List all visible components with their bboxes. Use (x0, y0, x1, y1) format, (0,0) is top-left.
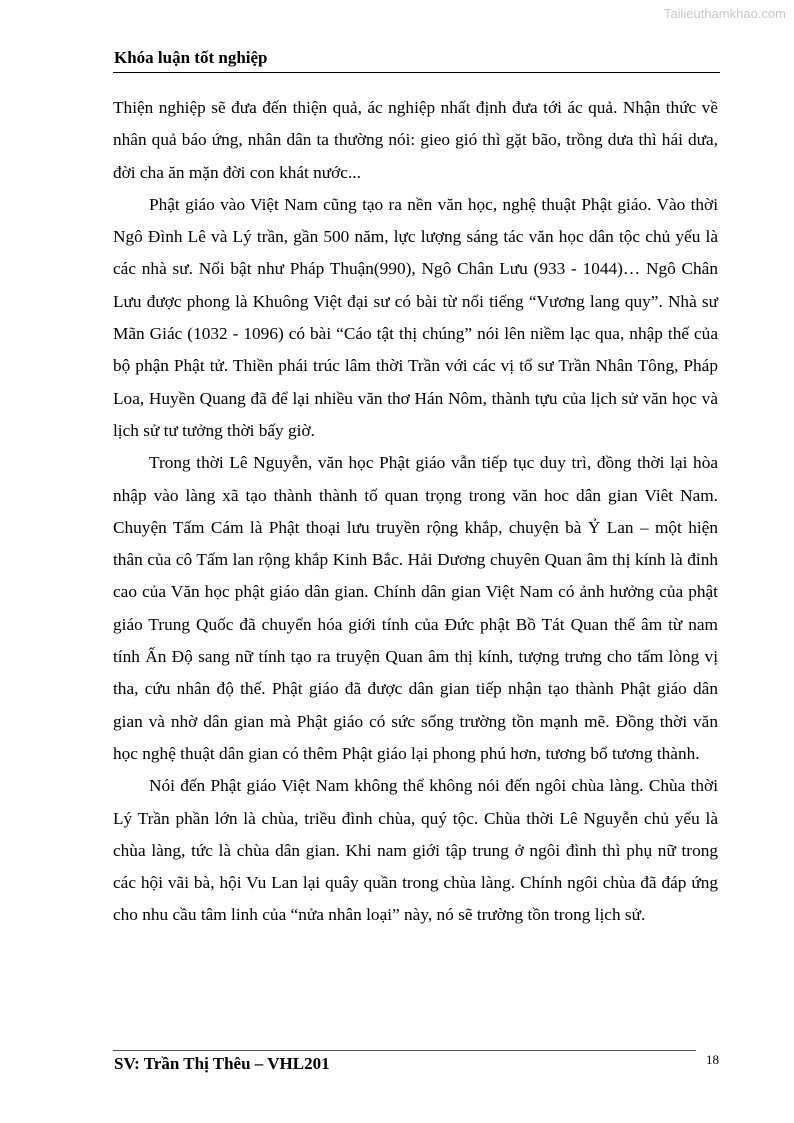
footer-divider (113, 1050, 696, 1051)
paragraph-4: Nói đến Phật giáo Việt Nam không thể không nói đến ngôi chùa làng. Chùa thời Lý Trần phần lớn là chùa, triều đình chùa, quý tộc. Chùa thời Lê Nguyễn chủ yếu là chùa làng, tức là chùa dân gian. Khi nam giới tập trung ở ngôi đình thì phụ nữ trong các hội vãi bà, hội Vu Lan lại quây quần trong chùa làng. Chính ngôi chùa đã đáp ứng cho nhu cầu tâm linh của “nửa nhân loại” này, nó sẽ trường tồn trong lịch sử. (113, 776, 718, 925)
header-divider (113, 72, 720, 73)
paragraph-1: Thiện nghiệp sẽ đưa đến thiện quả, ác nghiệp nhất định đưa tới ác quả. Nhận thức về nhân quả báo ứng, nhân dân ta thường nói: gieo gió thì gặt bão, trồng dưa thì hái dưa, đời cha ăn mặn đời con khát nước... (113, 98, 718, 182)
page-header-title: Khóa luận tốt nghiệp (114, 48, 268, 67)
paragraph-3: Trong thời Lê Nguyễn, văn học Phật giáo vẫn tiếp tục duy trì, đồng thời lại hòa nhập vào làng xã tạo thành thành tố quan trọng trong văn hoc dân gian Viêt Nam. Chuyện Tấm Cám là Phật thoại lưu truyền rộng khắp, chuyện bà Ỷ Lan – một hiện thân của cô Tấm lan rộng khắp Kinh Bắc. Hải Dương chuyên Quan âm thị kính là đỉnh cao của Văn học phật giáo dân gian. Chính dân gian Việt Nam có ảnh hưởng của phật giáo Trung Quốc đã chuyển hóa giới tính của Đức phật Bồ Tát Quan thế âm từ nam tính Ấn Độ sang nữ tính tạo ra truyện Quan âm thị kính, tượng trưng cho tấm lòng vị tha, cứu nhân độ thế. Phật giáo đã được dân gian tiếp nhận tạo thành Phật giáo dân gian và nhờ dân gian mà Phật giáo có sức sống trường tồn mạnh mẽ. Đồng thời văn học nghệ thuật dân gian có thêm Phật giáo lại phong phú hơn, tương bổ tương thành. (113, 453, 718, 763)
document-body (113, 92, 718, 932)
watermark: Tailieuthamkhao.com (663, 6, 786, 21)
paragraph-2: Phật giáo vào Việt Nam cũng tạo ra nền văn học, nghệ thuật Phật giáo. Vào thời Ngô Đình Lê và Lý trần, gần 500 năm, lực lượng sáng tác văn học dân tộc chủ yếu là các nhà sư. Nổi bật như Pháp Thuận(990), Ngô Chân Lưu (933 - 1044)… Ngô Chân Lưu được phong là Khuông Việt đại sư có bài từ nổi tiếng “Vương lang quy”. Nhà sư Mãn Giác (1032 - 1096) có bài “Cáo tật thị chúng” nói lên niềm lạc qua, nhập thế của bộ phận Phật tử. Thiền phái trúc lâm thời Trần với các vị tổ sư Trần Nhân Tông, Pháp Loa, Huyền Quang đã để lại nhiều văn thơ Hán Nôm, thành tựu của lịch sử văn học và lịch sử tư tưởng thời bấy giờ. (113, 194, 718, 440)
footer-student-info: SV: Trần Thị Thêu – VHL201 (114, 1054, 330, 1073)
page-number: 18 (706, 1052, 719, 1067)
